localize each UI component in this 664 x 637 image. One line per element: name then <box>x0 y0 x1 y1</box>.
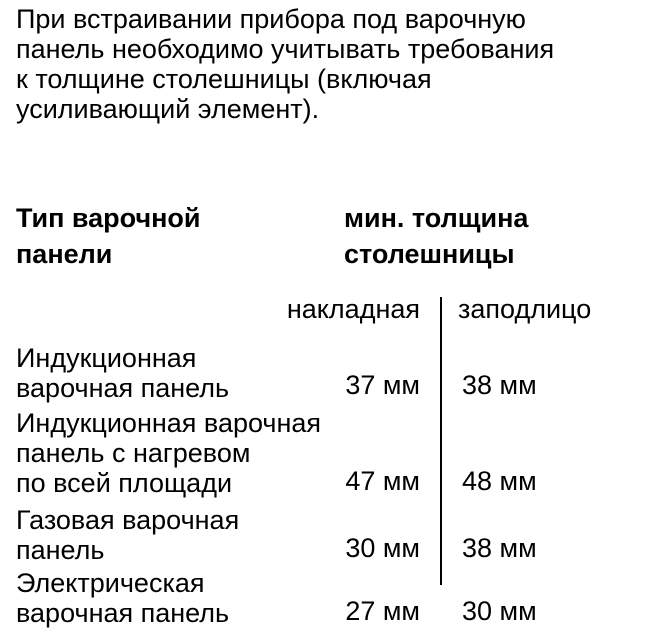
column-divider <box>440 297 442 585</box>
value-overlay-induction: 37 мм <box>345 370 420 400</box>
intro-line: усиливающий элемент). <box>16 94 320 124</box>
row-name-line: панель с нагревом <box>16 438 251 468</box>
row-name-line: Индукционная <box>16 343 197 373</box>
intro-line: При встраивании прибора под варочную <box>16 4 526 34</box>
intro-paragraph <box>16 4 656 124</box>
row-name-induction <box>16 343 229 403</box>
value-overlay-gas: 30 мм <box>345 533 420 563</box>
value-flush-electric: 30 мм <box>462 596 537 626</box>
header-hob-type-line: панели <box>16 239 113 269</box>
value-flush-induction: 38 мм <box>462 370 537 400</box>
header-min-thickness-line: столешницы <box>344 239 515 269</box>
header-hob-type-line: Тип варочной <box>16 203 201 233</box>
header-min-thickness-line: мин. толщина <box>344 203 529 233</box>
row-name-line: по всей площади <box>16 468 233 498</box>
header-hob-type <box>16 200 201 272</box>
row-name-electric <box>16 568 229 628</box>
row-name-line: варочная панель <box>16 373 230 403</box>
value-overlay-electric: 27 мм <box>345 596 420 626</box>
row-name-gas <box>16 505 239 565</box>
value-flush-gas: 38 мм <box>462 533 537 563</box>
row-name-line: Индукционная варочная <box>16 408 322 438</box>
row-name-induction-full-surface <box>16 408 321 498</box>
subheader-flush: заподлицо <box>458 294 592 324</box>
row-name-line: варочная панель <box>16 598 230 628</box>
row-name-line: панель <box>16 535 105 565</box>
intro-line: панель необходимо учитывать требования <box>16 34 555 64</box>
row-name-line: Электрическая <box>16 568 205 598</box>
value-flush-induction-full-surface: 48 мм <box>462 466 537 496</box>
row-name-line: Газовая варочная <box>16 505 240 535</box>
intro-line: к толщине столешницы (включая <box>16 64 432 94</box>
subheader-overlay: накладная <box>286 294 420 324</box>
value-overlay-induction-full-surface: 47 мм <box>345 466 420 496</box>
header-min-thickness <box>344 200 528 272</box>
